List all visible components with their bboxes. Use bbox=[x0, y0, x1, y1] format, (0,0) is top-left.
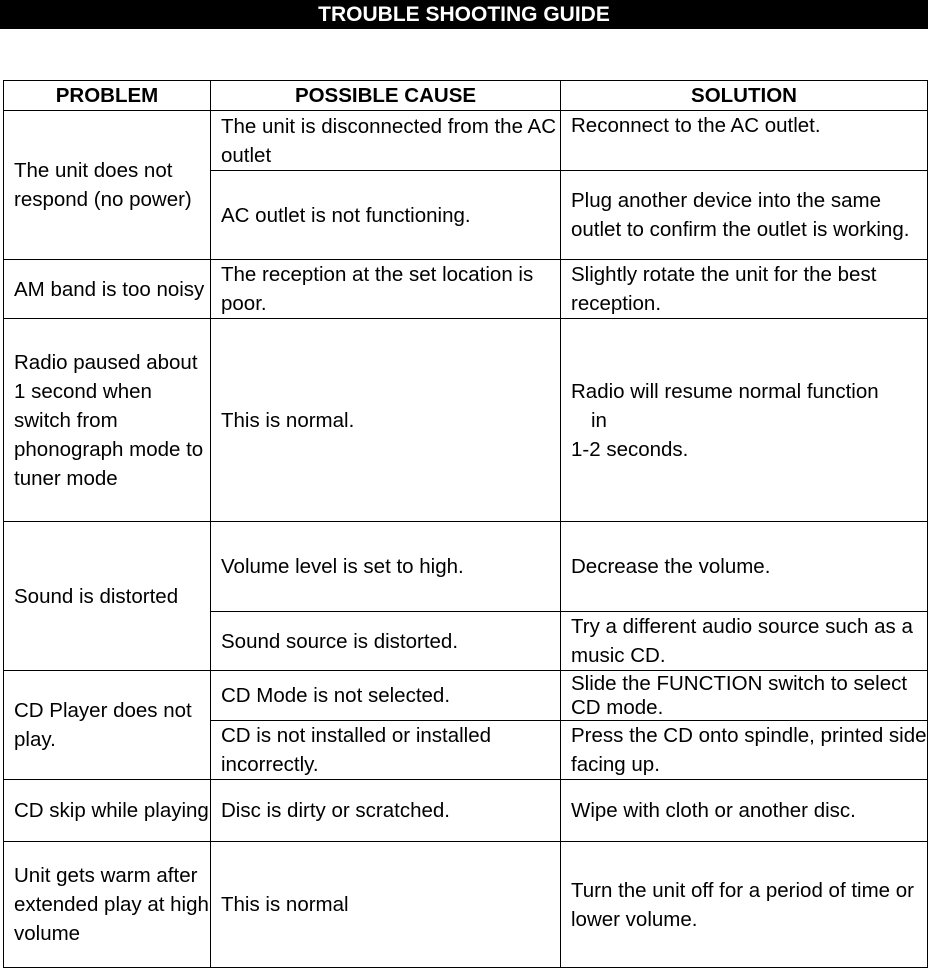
table-row bbox=[4, 319, 928, 522]
solution-cell: Press the CD onto spindle, printed side facing up. bbox=[561, 721, 928, 780]
table-row bbox=[4, 522, 928, 612]
cause-cell: CD Mode is not selected. bbox=[211, 671, 561, 721]
solution-cell: Wipe with cloth or another disc. bbox=[561, 780, 928, 842]
cause-cell: Sound source is distorted. bbox=[211, 612, 561, 671]
solution-line: Radio will resume normal function bbox=[571, 379, 879, 403]
solution-cell: Try a different audio source such as a music CD. bbox=[561, 612, 928, 671]
solution-line bbox=[571, 406, 927, 435]
cause-cell: AC outlet is not functioning. bbox=[211, 171, 561, 260]
cause-cell: Volume level is set to high. bbox=[211, 522, 561, 612]
problem-cell: CD skip while playing bbox=[4, 780, 211, 842]
cause-cell: This is normal. bbox=[211, 319, 561, 522]
cause-cell: CD is not installed or installed incorrectly. bbox=[211, 721, 561, 780]
cause-cell: The unit is disconnected from the AC outlet bbox=[211, 111, 561, 171]
solution-cell: Slide the FUNCTION switch to select CD mode. bbox=[561, 671, 928, 721]
page-title: TROUBLE SHOOTING GUIDE bbox=[0, 0, 928, 29]
cause-cell: Disc is dirty or scratched. bbox=[211, 780, 561, 842]
solution-cell: Slightly rotate the unit for the best reception. bbox=[561, 260, 928, 319]
solution-cell bbox=[561, 319, 928, 522]
problem-cell: AM band is too noisy bbox=[4, 260, 211, 319]
table-row bbox=[4, 842, 928, 968]
table-row bbox=[4, 671, 928, 721]
table-row bbox=[4, 111, 928, 171]
troubleshooting-table bbox=[3, 80, 928, 968]
column-header-problem: PROBLEM bbox=[4, 81, 211, 111]
problem-cell: Sound is distorted bbox=[4, 522, 211, 671]
column-header-solution: SOLUTION bbox=[561, 81, 928, 111]
cause-cell: The reception at the set location is poor. bbox=[211, 260, 561, 319]
table-row bbox=[4, 780, 928, 842]
solution-cell: Turn the unit off for a period of time or lower volume. bbox=[561, 842, 928, 968]
table-header-row bbox=[4, 81, 928, 111]
problem-cell: The unit does not respond (no power) bbox=[4, 111, 211, 260]
solution-cell: Reconnect to the AC outlet. bbox=[561, 111, 928, 171]
problem-cell: CD Player does not play. bbox=[4, 671, 211, 780]
solution-cell: Plug another device into the same outlet to confirm the outlet is working. bbox=[561, 171, 928, 260]
solution-line-indented: in bbox=[591, 408, 607, 432]
table-row bbox=[4, 260, 928, 319]
solution-line: 1-2 seconds. bbox=[571, 437, 689, 461]
solution-cell: Decrease the volume. bbox=[561, 522, 928, 612]
problem-cell: Radio paused about 1 second when switch from phonograph mode to tuner mode bbox=[4, 319, 211, 522]
cause-cell: This is normal bbox=[211, 842, 561, 968]
column-header-cause: POSSIBLE CAUSE bbox=[211, 81, 561, 111]
problem-cell: Unit gets warm after extended play at high volume bbox=[4, 842, 211, 968]
